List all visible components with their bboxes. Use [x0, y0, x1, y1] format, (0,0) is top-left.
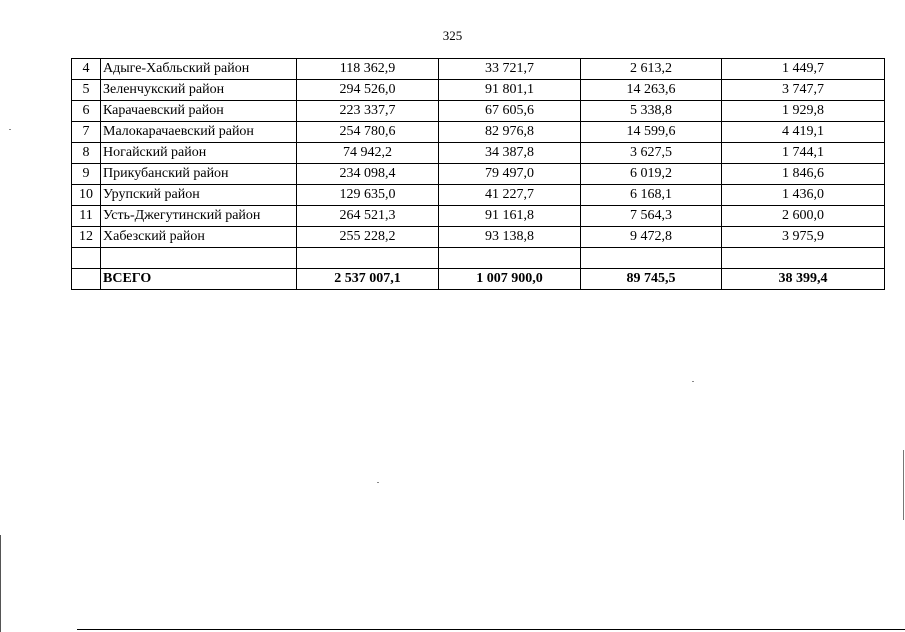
- row-number: 11: [72, 206, 101, 227]
- table-row: [72, 122, 885, 143]
- row-number: 7: [72, 122, 101, 143]
- district-name: Усть-Джегутинский район: [101, 206, 297, 227]
- total-col-2: 1 007 900,0: [439, 269, 581, 290]
- table-row: [72, 164, 885, 185]
- total-col-1: 2 537 007,1: [297, 269, 439, 290]
- page-bottom-rule: [77, 629, 905, 630]
- table-row: [72, 185, 885, 206]
- table-row: [72, 143, 885, 164]
- value-col-3: 2 613,2: [581, 59, 722, 80]
- value-col-2: 91 161,8: [439, 206, 581, 227]
- empty-cell: [722, 248, 885, 269]
- value-col-2: 33 721,7: [439, 59, 581, 80]
- value-col-4: 2 600,0: [722, 206, 885, 227]
- value-col-1: 254 780,6: [297, 122, 439, 143]
- value-col-1: 294 526,0: [297, 80, 439, 101]
- value-col-2: 79 497,0: [439, 164, 581, 185]
- scan-edge-left: [0, 535, 1, 632]
- value-col-1: 264 521,3: [297, 206, 439, 227]
- value-col-3: 5 338,8: [581, 101, 722, 122]
- district-name: Зеленчукский район: [101, 80, 297, 101]
- total-row: [72, 269, 885, 290]
- table-row: [72, 80, 885, 101]
- value-col-2: 41 227,7: [439, 185, 581, 206]
- scan-speck: [692, 381, 694, 382]
- scan-speck: [377, 482, 379, 483]
- value-col-4: 3 747,7: [722, 80, 885, 101]
- value-col-1: 223 337,7: [297, 101, 439, 122]
- value-col-4: 3 975,9: [722, 227, 885, 248]
- empty-cell: [581, 248, 722, 269]
- row-number: 8: [72, 143, 101, 164]
- scan-speck: [9, 129, 11, 130]
- value-col-3: 7 564,3: [581, 206, 722, 227]
- empty-cell: [72, 248, 101, 269]
- value-col-3: 6 168,1: [581, 185, 722, 206]
- value-col-1: 234 098,4: [297, 164, 439, 185]
- value-col-1: 255 228,2: [297, 227, 439, 248]
- value-col-2: 93 138,8: [439, 227, 581, 248]
- district-name: Карачаевский район: [101, 101, 297, 122]
- empty-cell: [101, 248, 297, 269]
- empty-cell: [72, 269, 101, 290]
- value-col-4: 1 846,6: [722, 164, 885, 185]
- value-col-1: 118 362,9: [297, 59, 439, 80]
- row-number: 12: [72, 227, 101, 248]
- value-col-4: 1 744,1: [722, 143, 885, 164]
- value-col-2: 34 387,8: [439, 143, 581, 164]
- value-col-4: 1 436,0: [722, 185, 885, 206]
- value-col-4: 1 449,7: [722, 59, 885, 80]
- empty-row: [72, 248, 885, 269]
- district-name: Урупский район: [101, 185, 297, 206]
- value-col-1: 129 635,0: [297, 185, 439, 206]
- row-number: 6: [72, 101, 101, 122]
- district-name: Адыге-Хабльский район: [101, 59, 297, 80]
- value-col-3: 9 472,8: [581, 227, 722, 248]
- total-label: ВСЕГО: [101, 269, 297, 290]
- table-row: [72, 101, 885, 122]
- value-col-3: 6 019,2: [581, 164, 722, 185]
- total-col-4: 38 399,4: [722, 269, 885, 290]
- value-col-3: 14 599,6: [581, 122, 722, 143]
- district-name: Ногайский район: [101, 143, 297, 164]
- row-number: 4: [72, 59, 101, 80]
- value-col-2: 91 801,1: [439, 80, 581, 101]
- value-col-4: 4 419,1: [722, 122, 885, 143]
- total-col-3: 89 745,5: [581, 269, 722, 290]
- empty-cell: [297, 248, 439, 269]
- value-col-3: 14 263,6: [581, 80, 722, 101]
- scan-edge-right: [903, 450, 904, 520]
- value-col-2: 67 605,6: [439, 101, 581, 122]
- table-row: [72, 59, 885, 80]
- row-number: 5: [72, 80, 101, 101]
- table-row: [72, 206, 885, 227]
- row-number: 10: [72, 185, 101, 206]
- district-name: Малокарачаевский район: [101, 122, 297, 143]
- value-col-1: 74 942,2: [297, 143, 439, 164]
- table-row: [72, 227, 885, 248]
- value-col-2: 82 976,8: [439, 122, 581, 143]
- district-name: Хабезский район: [101, 227, 297, 248]
- district-name: Прикубанский район: [101, 164, 297, 185]
- value-col-4: 1 929,8: [722, 101, 885, 122]
- row-number: 9: [72, 164, 101, 185]
- budget-table: [71, 58, 885, 290]
- empty-cell: [439, 248, 581, 269]
- page-number: 325: [442, 28, 463, 43]
- value-col-3: 3 627,5: [581, 143, 722, 164]
